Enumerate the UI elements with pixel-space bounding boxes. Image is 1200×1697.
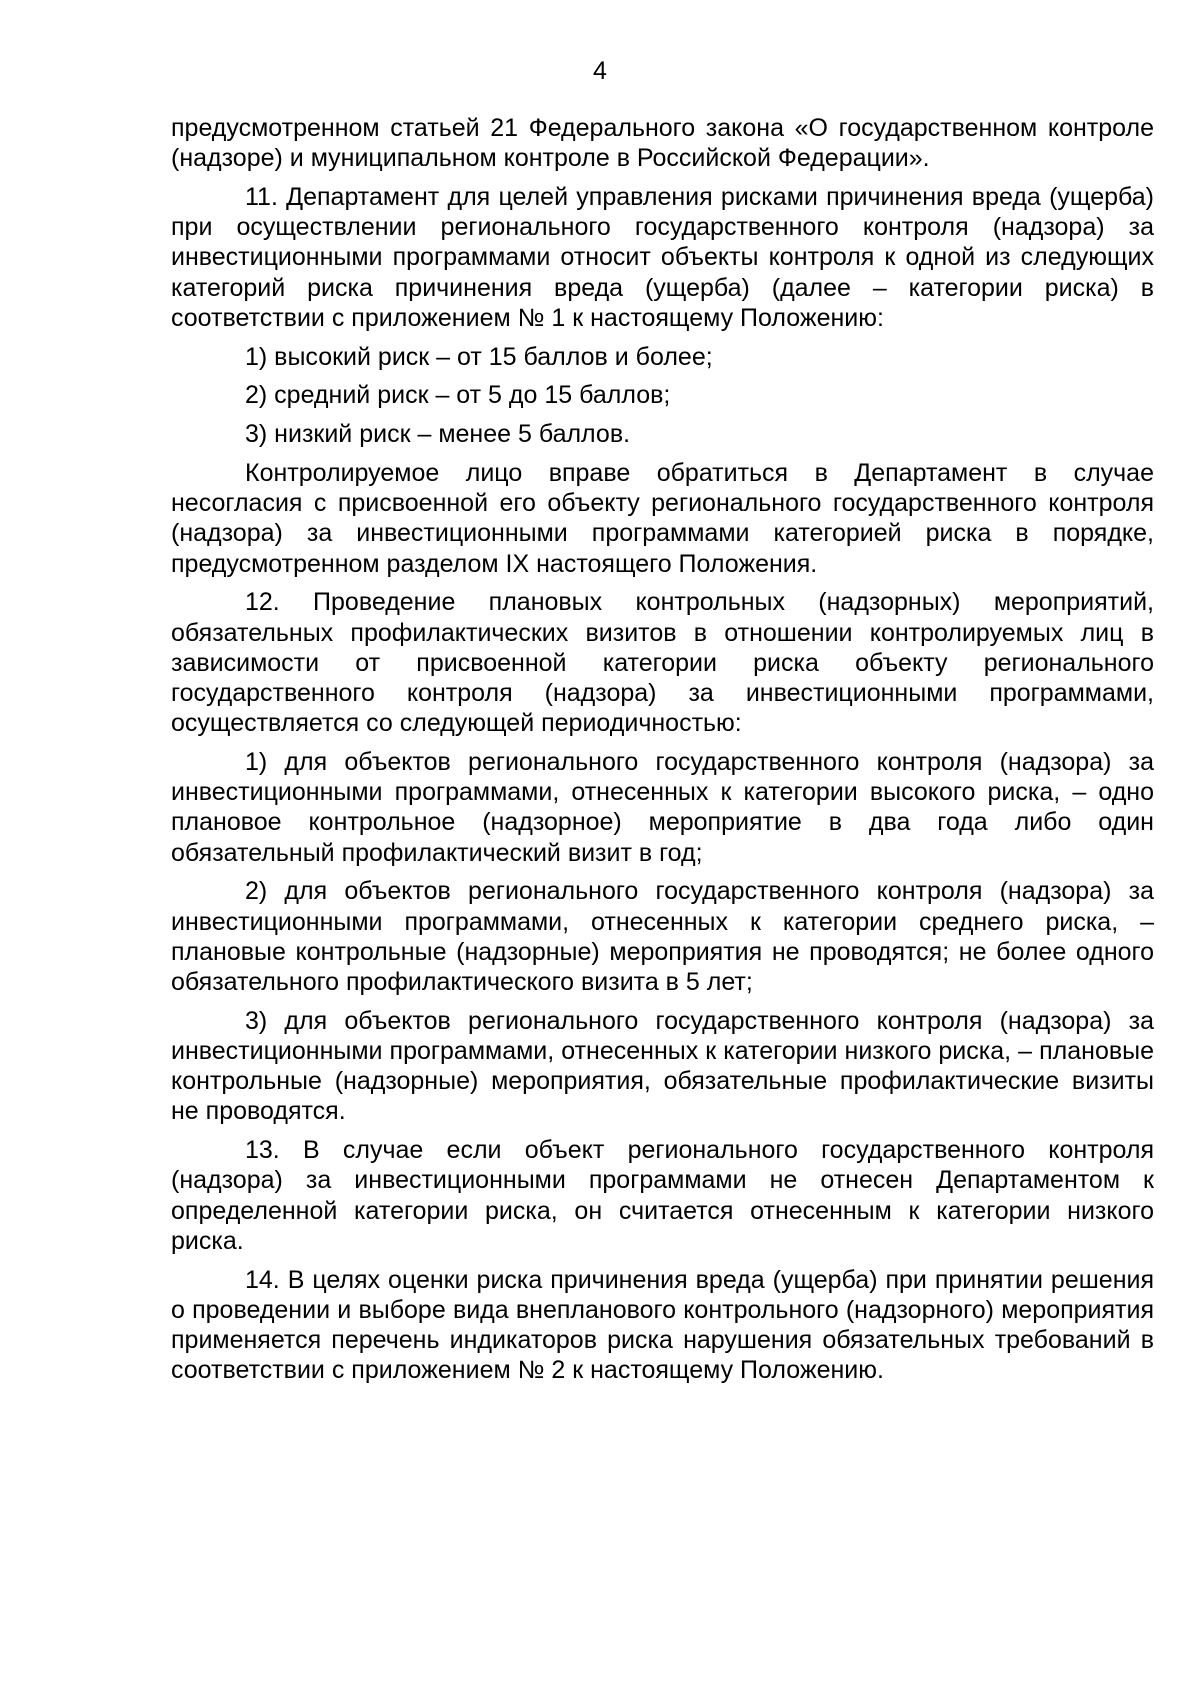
page-number: 4 (593, 57, 607, 85)
list-item-medium-risk: 2) средний риск – от 5 до 15 баллов; (245, 381, 671, 410)
paragraph-item-11: 11. Департамент для целей управления рисками причинения вреда (ущерба) при осуществлении регионального государственного контроля (надзора) за инвестиционными программами относит объекты контроля к одной из следующих категорий риска причинения вреда (ущерба) (далее – категории риска) в соответствии с приложением № 1 к настоящему Положению: (171, 183, 1154, 332)
list-item-periodicity-high: 1) для объектов регионального государственного контроля (надзора) за инвестиционными программами, отнесенных к категории высокого риска, – одно плановое контрольное (надзорное) мероприятие в два года либо один обязательный профилактический визит в год; (171, 748, 1154, 867)
paragraph-appeal: Контролируемое лицо вправе обратиться в Департамент в случае несогласия с присвоенной его объекту регионального государственного контроля (надзора) за инвестиционными программами категорией риска в порядке, предусмотренном разделом IX настоящего Положения. (171, 459, 1154, 578)
list-item-low-risk: 3) низкий риск – менее 5 баллов. (245, 420, 631, 449)
paragraph-continuation: предусмотренном статьей 21 Федерального закона «О государственном контроле (надзоре) и муниципальном контроле в Российской Федерации». (171, 114, 1154, 173)
document-body (171, 113, 1154, 1394)
paragraph-item-14: 14. В целях оценки риска причинения вреда (ущерба) при принятии решения о проведении и выборе вида внепланового контрольного (надзорного) мероприятия применяется перечень индикаторов риска нарушения обязательных требований в соответствии с приложением № 2 к настоящему Положению. (171, 1265, 1154, 1385)
list-item-periodicity-medium: 2) для объектов регионального государственного контроля (надзора) за инвестиционными программами, отнесенных к категории среднего риска, – плановые контрольные (надзорные) мероприятия не проводятся; не более одного обязательного профилактического визита в 5 лет; (171, 877, 1154, 997)
paragraph-item-12: 12. Проведение плановых контрольных (надзорных) мероприятий, обязательных профилактических визитов в отношении контролируемых лиц в зависимости от присвоенной категории риска объекту регионального государственного контроля (надзора) за инвестиционными программами, осуществляется со следующей периодичностью: (171, 588, 1154, 738)
list-item-high-risk: 1) высокий риск – от 15 баллов и более; (245, 342, 713, 371)
paragraph-item-13: 13. В случае если объект регионального государственного контроля (надзора) за инвестиционными программами не отнесен Департаментом к определенной категории риска, он считается отнесенным к категории низкого риска. (171, 1136, 1154, 1255)
list-item-periodicity-low: 3) для объектов регионального государственного контроля (надзора) за инвестиционными программами, отнесенных к категории низкого риска, – плановые контрольные (надзорные) мероприятия, обязательные профилактические визиты не проводятся. (171, 1006, 1154, 1126)
